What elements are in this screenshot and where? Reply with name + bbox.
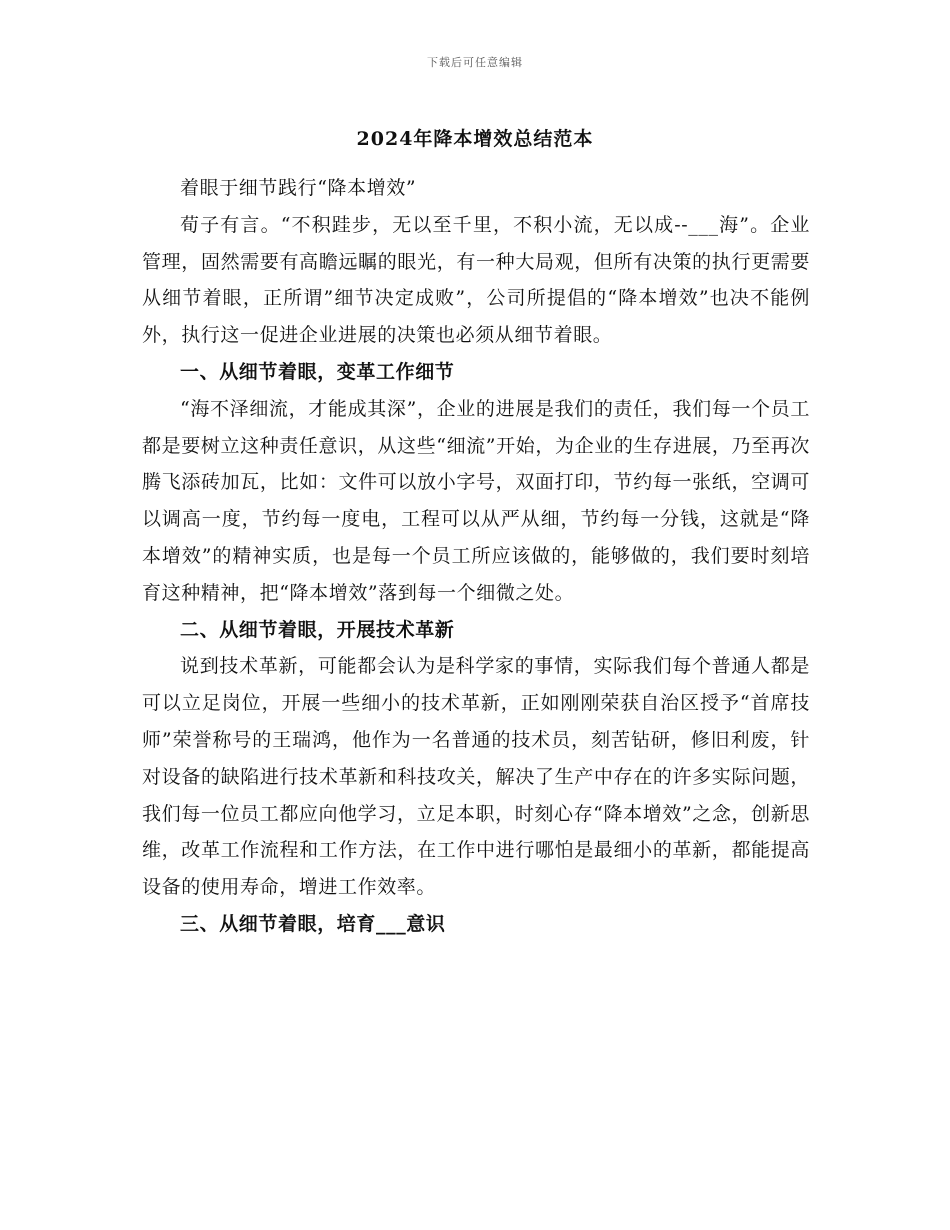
section-2-heading: 二、从细节着眼，开展技术革新 — [180, 618, 455, 641]
section-1-paragraph: “海不泽细流，才能成其深”，企业的进展是我们的责任，我们每一个员工都是要树立这种责任意识，从这些“细流”开始，为企业的生存进展，乃至再次腾飞添砖加瓦，比如：文件可以放小字号，双面打印，节约每一张纸，空调可以调高一度，节约每一度电，工程可以从严从细，节约每一分钱，这就是“降本增效”的精神实质，也是每一个员工所应该做的，能够做的，我们要时刻培育这种精神，把“降本增效”落到每一个细微之处。 — [142, 397, 810, 604]
section-2-paragraph: 说到技术革新，可能都会认为是科学家的事情，实际我们每个普通人都是可以立足岗位，开展一些细小的技术革新，正如刚刚荣获自治区授予“首席技师”荣誉称号的王瑞鸿，他作为一名普通的技术员，刻苦钻研，修旧利废，针对设备的缺陷进行技术革新和科技攻关，解决了生产中存在的许多实际问题，我们每一位员工都应向他学习，立足本职，时刻心存“降本增效”之念，创新思维，改革工作流程和工作方法，在工作中进行哪怕是最细小的革新，都能提高设备的使用寿命，增进工作效率。 — [142, 655, 810, 899]
subtitle-line: 着眼于细节践行“降本增效” — [180, 177, 417, 199]
document-body — [142, 170, 810, 943]
section-3-heading: 三、从细节着眼，培育___意识 — [180, 912, 446, 935]
section-1-heading: 一、从细节着眼，变革工作细节 — [180, 360, 455, 383]
intro-paragraph: 荀子有言。“不积跬步，无以至千里，不积小流，无以成--___海”。企业管理，固然需要有高瞻远瞩的眼光，有一种大局观，但所有决策的执行更需要从细节着眼，正所谓”细节决定成败”，公司所提倡的“降本增效”也决不能例外，执行这一促进企业进展的决策也必须从细节着眼。 — [142, 213, 810, 347]
document-title: 2024年降本增效总结范本 — [356, 128, 594, 150]
page-header-note: 下载后可任意编辑 — [427, 56, 523, 69]
